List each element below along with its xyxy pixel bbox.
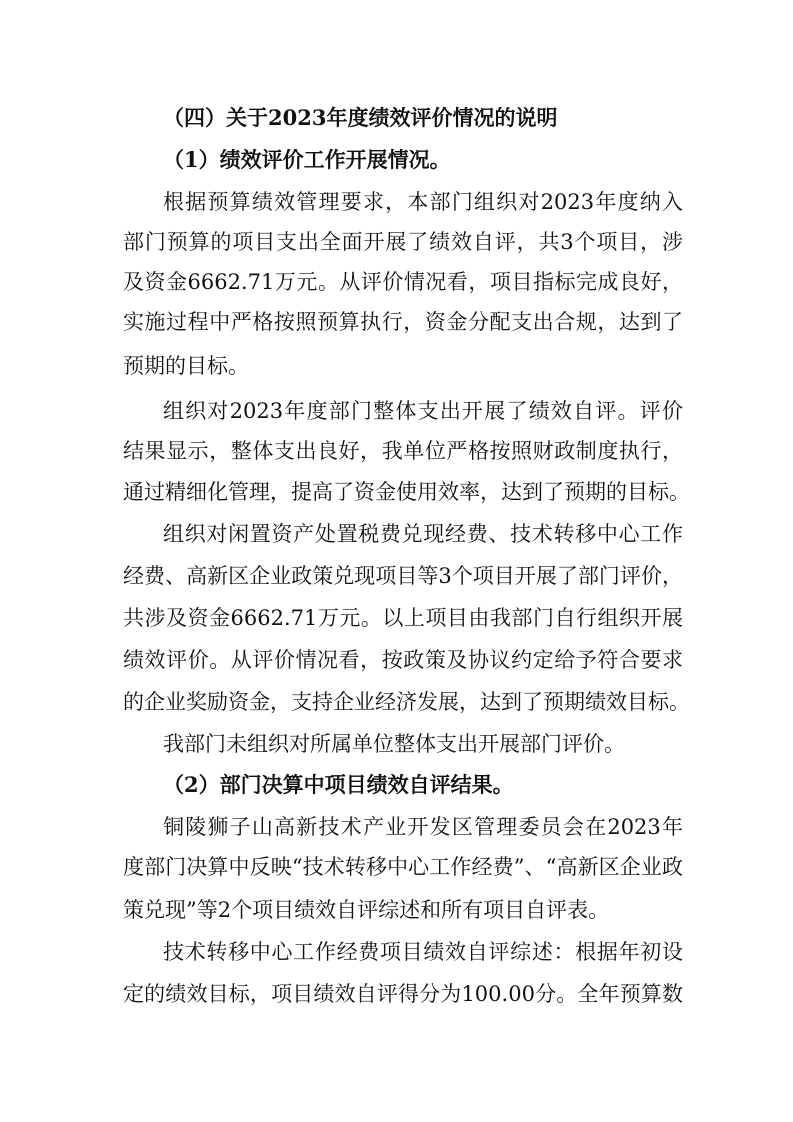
paragraph-line: 绩效评价。从评价情况看，按政策及协议约定给予符合要求 [123,648,683,672]
paragraph-line: 根据预算绩效管理要求，本部门组织对2023年度纳入 [163,190,683,214]
paragraph-line: 共涉及资金6662.71万元。以上项目由我部门自行组织开展 [123,606,683,630]
paragraph-line: 部门预算的项目支出全面开展了绩效自评，共3个项目，涉 [123,230,683,254]
paragraph-line: 组织对闲置资产处置税费兑现经费、技术转移中心工作 [163,522,683,546]
paragraph-line: 度部门决算中反映“技术转移中心工作经费”、“高新区企业政 [123,855,683,879]
paragraph-line: 定的绩效目标，项目绩效自评得分为100.00分。全年预算数 [123,982,683,1006]
paragraph-line: 及资金6662.71万元。从评价情况看，项目指标完成良好， [123,270,683,294]
paragraph-line: 组织对2023年度部门整体支出开展了绩效自评。评价 [163,399,683,423]
paragraph-line: 通过精细化管理，提高了资金使用效率，达到了预期的目标。 [123,480,690,504]
paragraph-line: 结果显示，整体支出良好，我单位严格按照财政制度执行， [123,439,683,463]
paragraph-line: 技术转移中心工作经费项目绩效自评综述：根据年初设 [163,940,683,964]
paragraph-line: 经费、高新区企业政策兑现项目等3个项目开展了部门评价， [123,564,683,588]
paragraph-line: 的企业奖励资金，支持企业经济发展，达到了预期绩效目标。 [123,690,690,714]
paragraph-line: 实施过程中严格按照预算执行，资金分配支出合规，达到了 [123,310,683,334]
subsection-heading-1: （1）绩效评价工作开展情况。 [163,147,451,172]
subsection-heading-2: （2）部门决算中项目绩效自评结果。 [163,772,514,797]
section-heading: （四）关于2023年度绩效评价情况的说明 [163,105,558,130]
paragraph-line: 预期的目标。 [123,354,249,378]
paragraph-line: 铜陵狮子山高新技术产业开发区管理委员会在2023年 [163,815,683,839]
paragraph-line: 策兑现”等2个项目绩效自评综述和所有项目自评表。 [123,898,610,922]
paragraph-line: 我部门未组织对所属单位整体支出开展部门评价。 [163,732,625,756]
